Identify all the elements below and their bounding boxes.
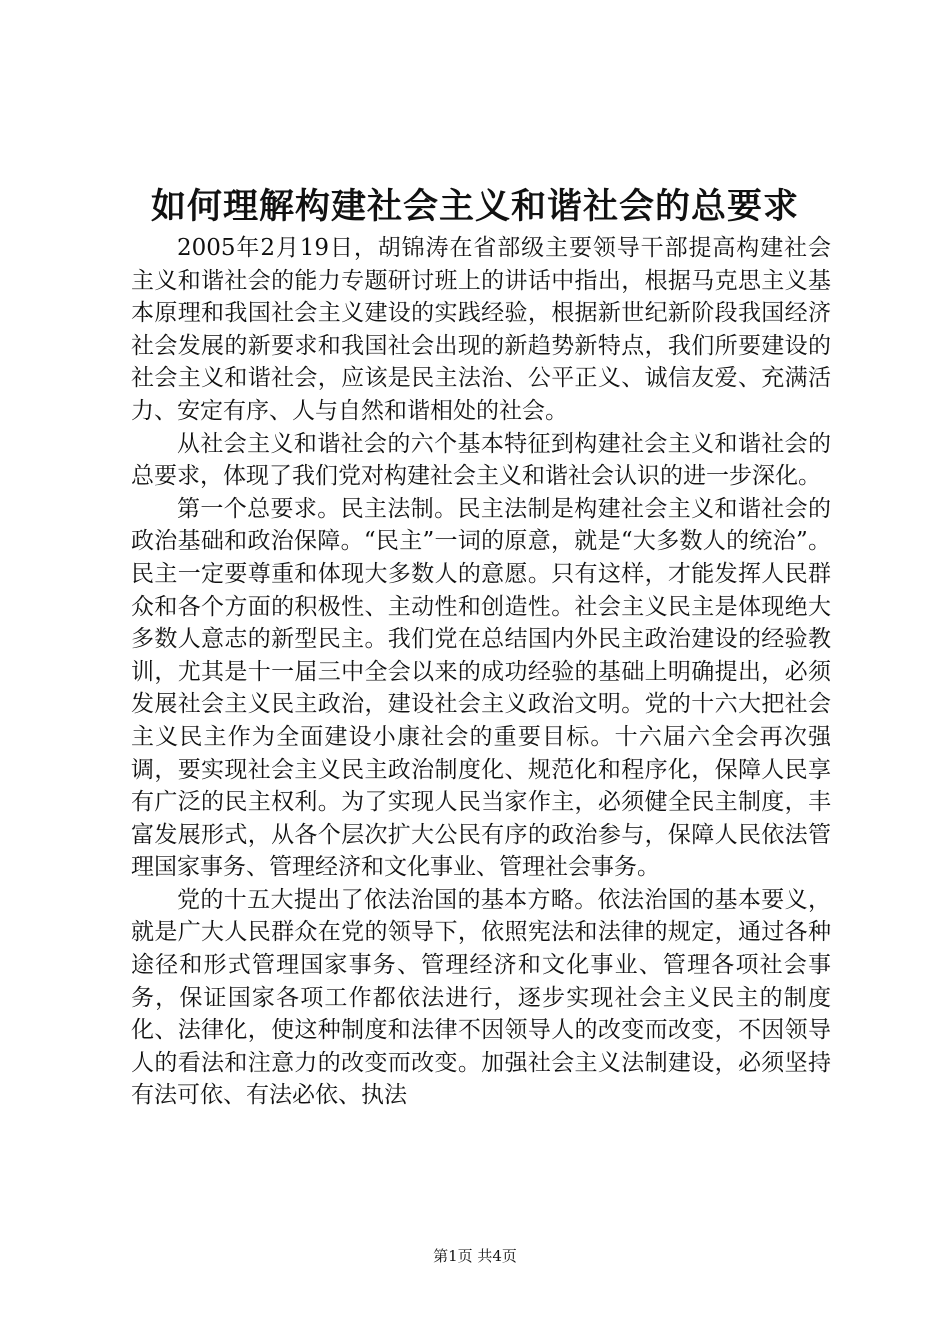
document-title: 如何理解构建社会主义和谐社会的总要求 [150, 186, 799, 227]
paragraph-2: 从社会主义和谐社会的六个基本特征到构建社会主义和谐社会的总要求，体现了我们党对构建社会主义和谐社会认识的进一步深化。 [131, 430, 831, 490]
document-body [131, 232, 831, 1112]
paragraph-1: 2005年2月19日，胡锦涛在省部级主要领导干部提高构建社会主义和谐社会的能力专题研讨班上的讲话中指出，根据马克思主义基本原理和我国社会主义建设的实践经验，根据新世纪新阶段我国经济社会发展的新要求和我国社会出现的新趋势新特点，我们所要建设的社会主义和谐社会，应该是民主法治、公平正义、诚信友爱、充满活力、安定有序、人与自然和谐相处的社会。 [131, 235, 831, 424]
paragraph-4: 党的十五大提出了依法治国的基本方略。依法治国的基本要义，就是广大人民群众在党的领导下，依照宪法和法律的规定，通过各种途径和形式管理国家事务、管理经济和文化事业、管理各项社会事务，保证国家各项工作都依法进行，逐步实现社会主义民主的制度化、法律化，使这种制度和法律不因领导人的改变而改变，不因领导人的看法和注意力的改变而改变。加强社会主义法制建设，必须坚持有法可依、有法必依、执法 [131, 886, 831, 1109]
paragraph-3: 第一个总要求。民主法制。民主法制是构建社会主义和谐社会的政治基础和政治保障。“民主”一词的原意，就是“大多数人的统治”。民主一定要尊重和体现大多数人的意愿。只有这样，才能发挥人民群众和各个方面的积极性、主动性和创造性。社会主义民主是体现绝大多数人意志的新型民主。我们党在总结国内外民主政治建设的经验教训，尤其是十一届三中全会以来的成功经验的基础上明确提出，必须发展社会主义民主政治，建设社会主义政治文明。党的十六大把社会主义民主作为全面建设小康社会的重要目标。十六届六全会再次强调，要实现社会主义民主政治制度化、规范化和程序化，保障人民享有广泛的民主权利。为了实现人民当家作主，必须健全民主制度，丰富发展形式，从各个层次扩大公民有序的政治参与，保障人民依法管理国家事务、管理经济和文化事业、管理社会事务。 [131, 495, 831, 881]
page-footer: 第1页 共4页 [433, 1247, 517, 1265]
